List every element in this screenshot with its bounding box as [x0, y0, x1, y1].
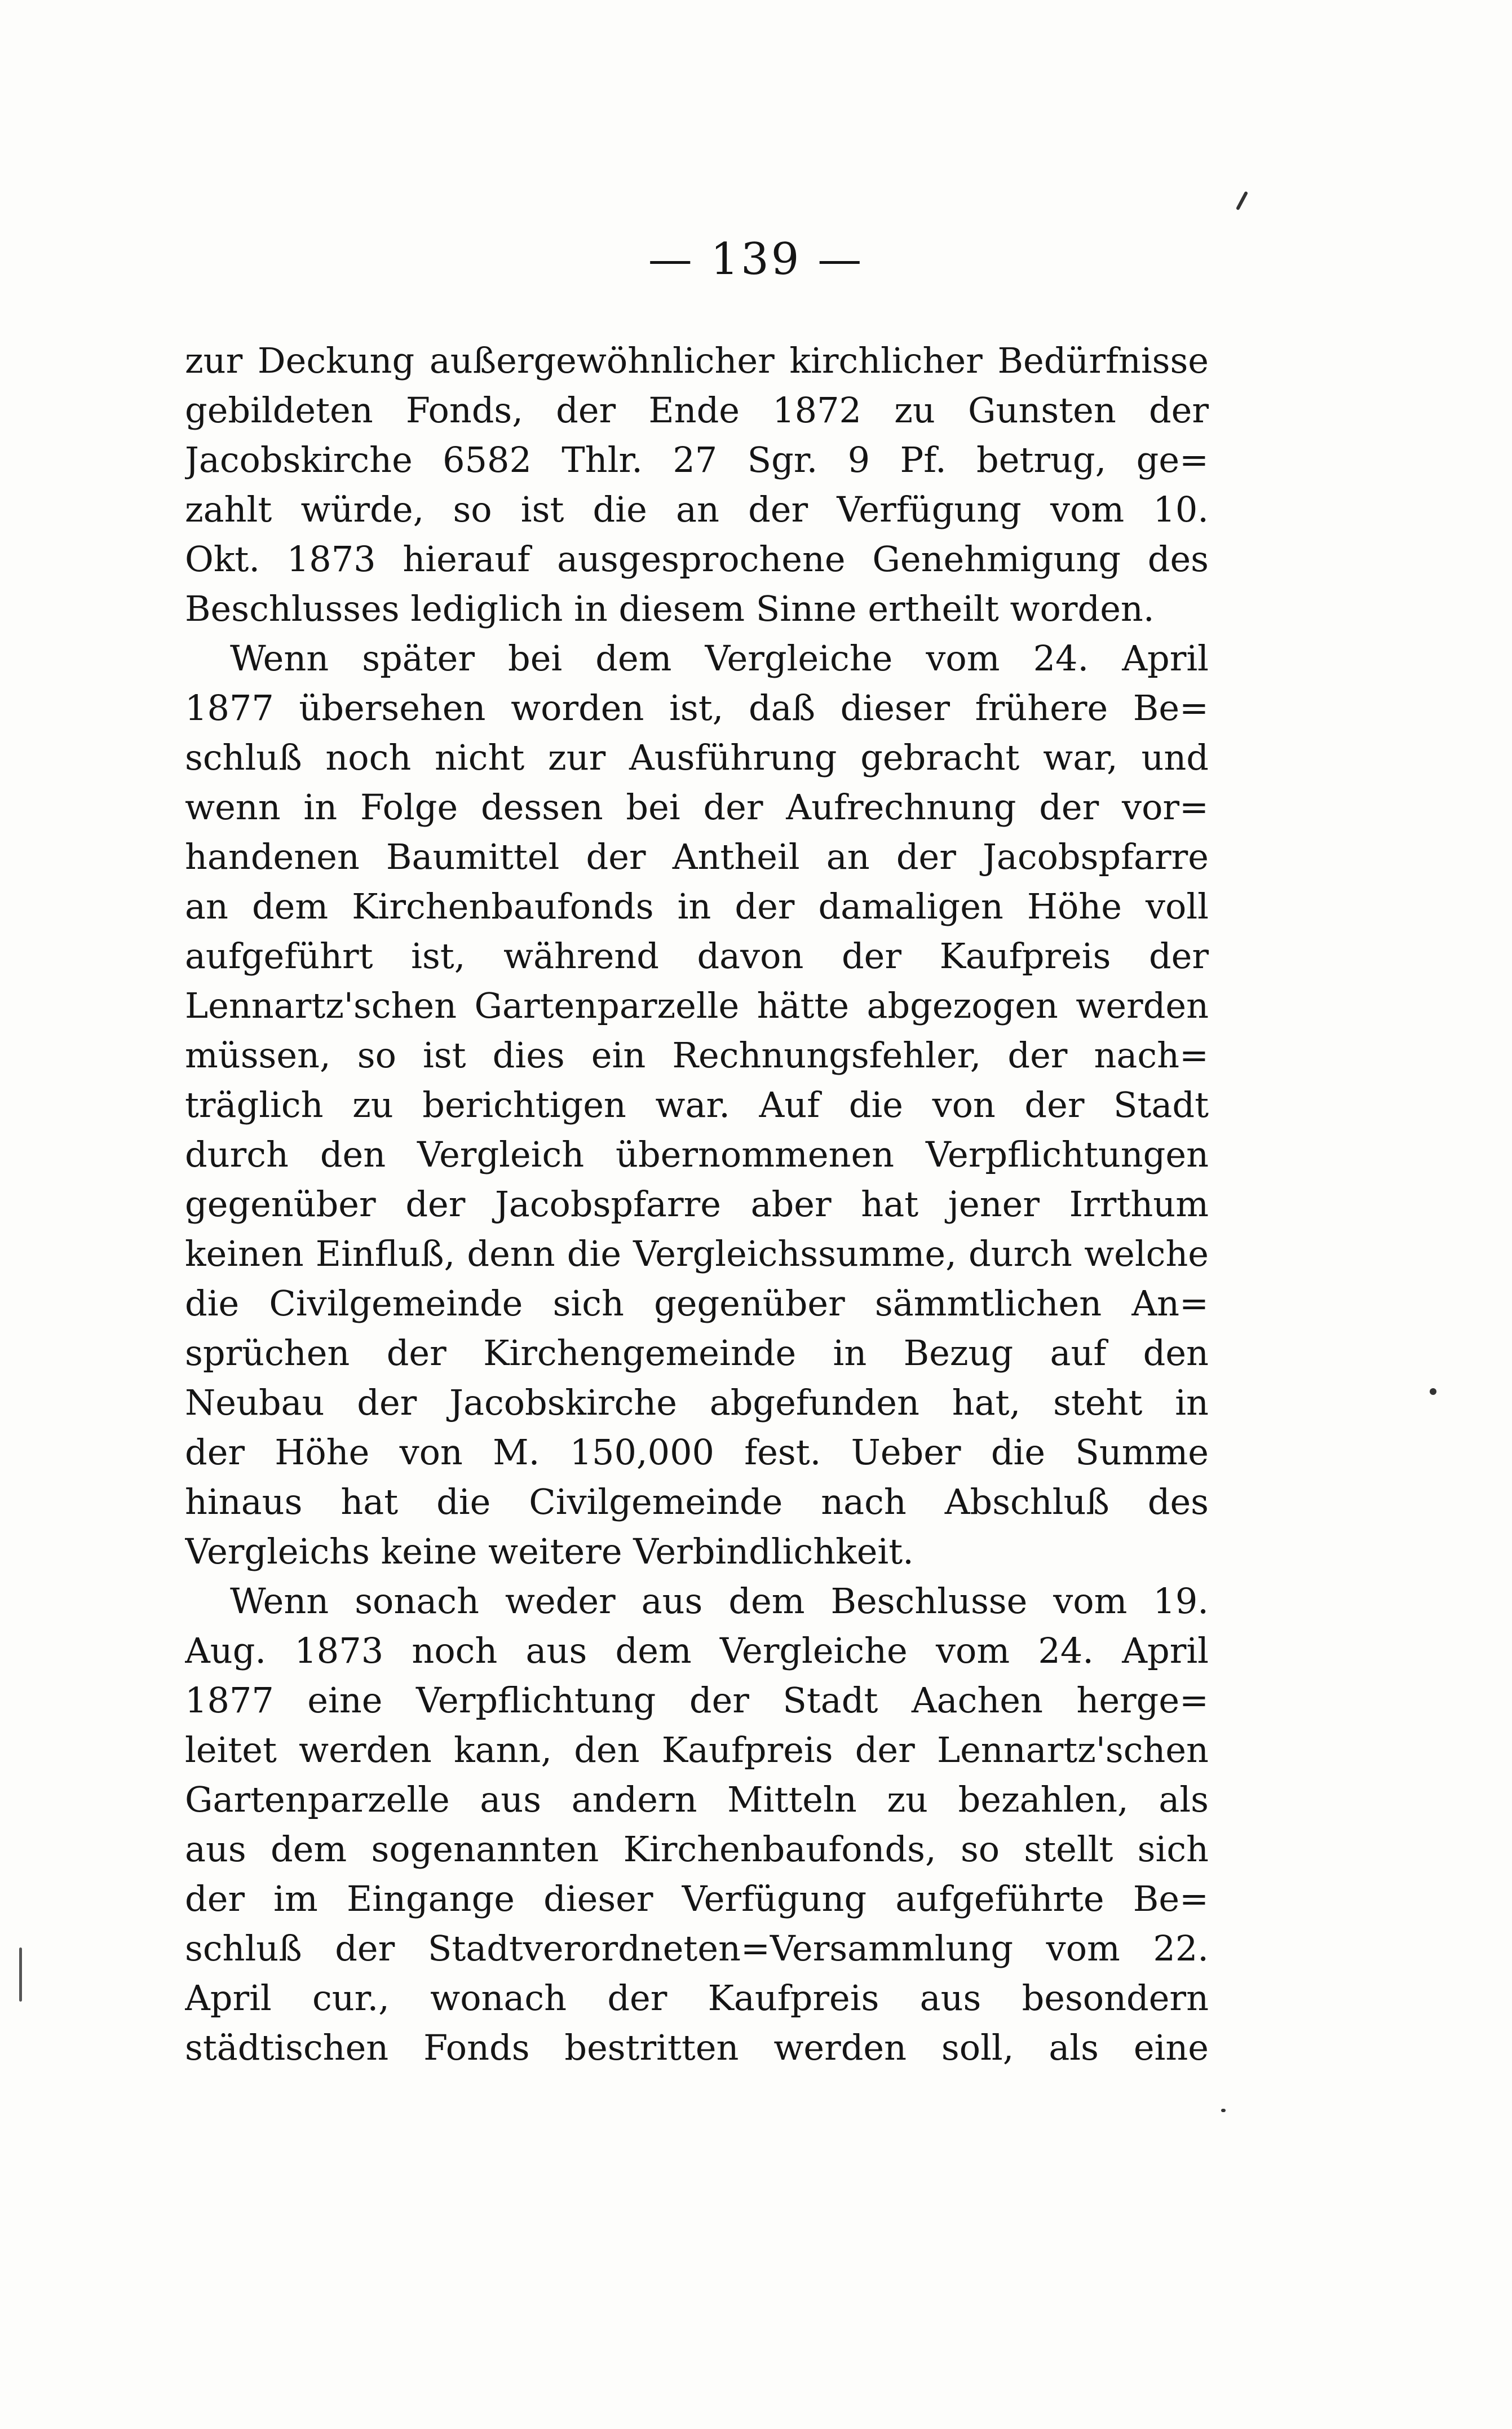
text-line: 1877 übersehen worden ist, daß dieser frühere Be= — [185, 687, 1209, 728]
text-line: Neubau der Jacobskirche abgefunden hat, steht in — [185, 1382, 1209, 1423]
text-line: städtischen Fonds bestritten werden soll, als eine — [185, 2027, 1209, 2068]
text-line: träglich zu berichtigen war. Auf die von der Stadt — [185, 1084, 1209, 1125]
text-line: Wenn sonach weder aus dem Beschlusse vom 19. — [230, 1580, 1209, 1622]
text-line: gegenüber der Jacobspfarre aber hat jener Irrthum — [185, 1183, 1209, 1225]
text-line: durch den Vergleich übernommenen Verpflichtungen — [185, 1134, 1209, 1175]
text-line: April cur., wonach der Kaufpreis aus besondern — [185, 1977, 1209, 2019]
scan-speck — [1430, 1388, 1436, 1395]
text-line: hinaus hat die Civilgemeinde nach Abschluß des — [185, 1481, 1209, 1522]
text-line: müssen, so ist dies ein Rechnungsfehler, der nach= — [185, 1035, 1209, 1076]
text-line: Lennartz'schen Gartenparzelle hätte abgezogen werden — [185, 985, 1209, 1026]
text-line: leitet werden kann, den Kaufpreis der Lennartz'schen — [185, 1729, 1209, 1770]
text-line: gebildeten Fonds, der Ende 1872 zu Gunsten der — [185, 390, 1209, 431]
text-line: aufgeführt ist, während davon der Kaufpreis der — [185, 935, 1209, 977]
text-line: sprüchen der Kirchengemeinde in Bezug auf den — [185, 1332, 1209, 1374]
scan-speck — [1236, 191, 1248, 211]
text-line: Vergleichs keine weitere Verbindlichkeit. — [185, 1531, 914, 1572]
text-line: Gartenparzelle aus andern Mitteln zu bezahlen, als — [185, 1779, 1209, 1820]
scan-speck — [1221, 2109, 1226, 2112]
text-line: schluß noch nicht zur Ausführung gebracht war, und — [185, 737, 1209, 778]
text-line: 1877 eine Verpflichtung der Stadt Aachen herge= — [185, 1680, 1209, 1721]
text-line: der Höhe von M. 150,000 fest. Ueber die Summe — [185, 1432, 1209, 1473]
text-line: Aug. 1873 noch aus dem Vergleiche vom 24. April — [185, 1630, 1209, 1671]
text-line: zur Deckung außergewöhnlicher kirchlicher Bedürfnisse — [185, 340, 1209, 381]
scan-speck — [19, 1947, 22, 2002]
text-line: Okt. 1873 hierauf ausgesprochene Genehmigung des — [185, 538, 1209, 580]
text-line: zahlt würde, so ist die an der Verfügung vom 10. — [185, 489, 1209, 530]
text-line: Beschlusses lediglich in diesem Sinne ertheilt worden. — [185, 588, 1155, 629]
text-line: wenn in Folge dessen bei der Aufrechnung der vor= — [185, 787, 1209, 828]
text-line: Jacobskirche 6582 Thlr. 27 Sgr. 9 Pf. betrug, ge= — [185, 439, 1209, 480]
text-line: die Civilgemeinde sich gegenüber sämmtlichen An= — [185, 1283, 1209, 1324]
text-line: keinen Einfluß, denn die Vergleichssumme, durch welche — [185, 1233, 1209, 1274]
body-text — [185, 336, 1209, 2073]
text-line: handenen Baumittel der Antheil an der Jacobspfarre — [185, 836, 1209, 877]
text-line: der im Eingange dieser Verfügung aufgeführte Be= — [185, 1878, 1209, 1919]
text-line: an dem Kirchenbaufonds in der damaligen Höhe voll — [185, 886, 1209, 927]
page-number: — 139 — — [648, 234, 864, 285]
text-line: Wenn später bei dem Vergleiche vom 24. April — [230, 638, 1209, 679]
text-line: aus dem sogenannten Kirchenbaufonds, so stellt sich — [185, 1829, 1209, 1870]
text-line: schluß der Stadtverordneten=Versammlung vom 22. — [185, 1928, 1209, 1969]
